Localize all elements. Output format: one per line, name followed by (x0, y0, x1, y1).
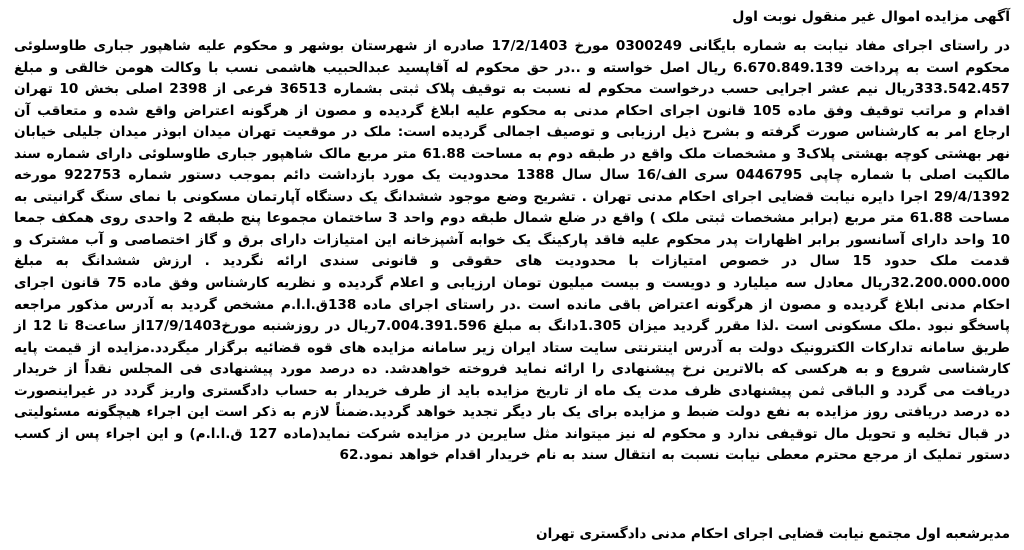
notice-title: آگهی مزایده اموال غیر منقول نوبت اول (732, 9, 1010, 25)
notice-body: در راستای اجرای مفاد نیابت به شماره بایگانی 0300249 مورخ 17/2/1403 صادره از شهرستان بوشهر و محکوم علیه شاهپور جباری طاوسلوئی محکوم است به پرداخت 6.670.849.139 ریال اصل خواسته و ..در حق محکوم له آقاپسید عبدالحبیب هاشمی نسب با وکالت هومن خالقی و مبلغ 333.542.457ریال نیم عشر اجرایی حسب درخواست محکوم له نسبت به توقیف پلاک ثبتی بشماره 36513 فرعی از 2398 اصلی بخش 10 تهران اقدام و مراتب توقیف وفق ماده 105 قانون اجرای احکام مدنی به محکوم علیه ابلاغ گردیده و مصون از هرگونه اعتراض واقع شده و متعاقب آن ارجاع امر به کارشناس صورت گرفته و بشرح ذیل ارزیابی و توصیف اجمالی گردیده است: ملک در موقعیت تهران میدان ابوذر میدان جلیلی خیابان نهر بهشتی کوچه بهشتی پلاک3 و مشخصات ملک واقع در طبقه دوم به مساحت 61.88 متر مربع مالک شاهپور جباری طاوسلوئی دارای شماره سند مالکیت اصلی با شماره چاپی 0446795 سری الف/16 سال سال 1388 محدودیت یک مورد بازداشت دائم بموجب دستور شماره 922753 مورخه 29/4/1392 اجرا دایره نیابت قضایی اجرای احکام مدنی تهران . تشریح وضع موجود ششدانگ یک دستگاه آپارتمان مسکونی با نمای سنگ گرانیتی به مساحت 61.88 متر مربع (برابر مشخصات ثبتی ملک ) واقع در ضلع شمال طبقه دوم واحد 3 ساختمان مجموعا پنج طبقه 2 واحدی روی همکف جمعا 10 واحد دارای آسانسور برابر اظهارات پدر محکوم علیه فاقد پارکینگ یک خوابه آشپزخانه این امتیازات دارای برق و گاز اختصاصی و آب مشترک و قدمت ملک حدود 15 سال در خصوص امتیازات با محدودیت های حقوقی و قانونی سندی ارائه نگردید . ارزش ششدانگ به مبلغ 32.200.000.000ریال معادل سه میلیارد و دویست و بیست میلیون تومان ارزیابی و اعلام گردیده و نظریه کارشناس وفق ماده 75 قانون اجرای احکام مدنی ابلاغ گردیده و مصون از هرگونه اعتراض باقی مانده است .در راستای اجرای ماده 138ق.ا.ا.م مشخص گردید به آدرس مذکور مراجعه پاسخگو نبود .ملک مسکونی است .لذا مقرر گردید میزان 1.305دانگ به مبلغ 7.004.391.596ریال در روزشنبه مورخ17/9/1403از ساعت8 تا 12 از طریق سامانه تدارکات الکترونیک دولت به آدرس اینترنتی سایت ستاد ایران زیر سامانه مزایده های قوه قضائیه برگزار میگردد.مزایده از قیمت پایه کارشناسی شروع و به هرکسی که بالاترین نرخ پیشنهادی را ارائه نماید فروخته خواهدشد. ده درصد مورد پیشنهادی فی المجلس نقداً از خریدار دریافت می گردد و الباقی ثمن پیشنهادی ظرف مدت یک ماه از تاریخ مزایده باید از طرف خریدار به حساب دادگستری واریز گردد در غیراینصورت ده درصد دریافتی روز مزایده به نفع دولت ضبط و مزایده برای یک بار دیگر تجدید خواهد گردید.ضمناً لازم به ذکر است این اجراء هیچگونه مسئولیتی در قبال تخلیه و تحویل مال توقیفی ندارد و محکوم له نیز میتواند مثل سایرین در مزایده شرکت نماید(ماده 127 ق.ا.ا.م) و این اجراء پس از کسب دستور تملیک از مرجع محترم معطی نیابت نسبت به انتقال سند به نام خریدار اقدام خواهد نمود.62 (14, 38, 1011, 464)
notice-signature: مدیرشعبه اول مجتمع نیابت قضایی اجرای احکام مدنی دادگستری تهران (535, 526, 1010, 542)
